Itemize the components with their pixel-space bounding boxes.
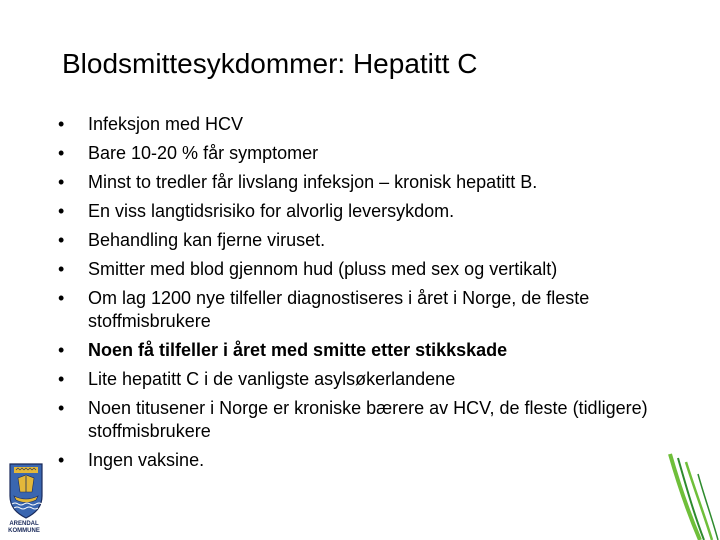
bullet-item	[58, 229, 678, 252]
logo-line-kommune: KOMMUNE	[8, 528, 40, 534]
bullet-symbol: •	[58, 398, 65, 418]
bullet-symbol: •	[58, 259, 65, 279]
bullet-text: Smitter med blod gjennom hud (pluss med sex og vertikalt)	[88, 259, 558, 279]
bullet-text: Ingen vaksine.	[88, 450, 205, 470]
bullet-item	[58, 397, 678, 443]
slide-title: Blodsmittesykdommer: Hepatitt C	[62, 48, 478, 79]
bullet-symbol: •	[58, 114, 65, 134]
bullet-symbol: •	[58, 369, 65, 389]
bullet-item	[58, 171, 678, 194]
bullet-item	[58, 113, 678, 136]
bullet-text: Infeksjon med HCV	[88, 114, 244, 134]
bullet-symbol: •	[58, 172, 65, 192]
bullet-symbol: •	[58, 143, 65, 163]
bullet-item	[58, 142, 678, 165]
bullet-item	[58, 200, 678, 223]
bullet-symbol: •	[58, 340, 65, 360]
green-swoosh-icon	[664, 452, 720, 540]
bullet-text: Noen få tilfeller i året med smitte etter stikkskade	[88, 340, 508, 360]
bullet-item	[58, 287, 678, 333]
bullet-text: En viss langtidsrisiko for alvorlig leversykdom.	[88, 201, 455, 221]
bullet-text: Om lag 1200 nye tilfeller diagnostiseres i året i Norge, de fleste stoffmisbrukere	[88, 288, 590, 331]
bullet-symbol: •	[58, 201, 65, 221]
logo-line-arendal: ARENDAL	[9, 521, 39, 527]
bullet-text: Behandling kan fjerne viruset.	[88, 230, 326, 250]
bullet-symbol: •	[58, 450, 65, 470]
bullet-item	[58, 449, 678, 472]
bullet-text: Noen titusener i Norge er kroniske bærere av HCV, de fleste (tidligere) stoffmisbrukere	[88, 398, 648, 441]
bullet-symbol: •	[58, 230, 65, 250]
bullet-item	[58, 368, 678, 391]
bullet-text: Bare 10-20 % får symptomer	[88, 143, 319, 163]
bullet-text: Minst to tredler får livslang infeksjon – kronisk hepatitt B.	[88, 172, 538, 192]
bullet-item	[58, 339, 678, 362]
bullet-text: Lite hepatitt C i de vanligste asylsøkerlandene	[88, 369, 456, 389]
bullet-item	[58, 258, 678, 281]
bullet-symbol: •	[58, 288, 65, 308]
bullet-list	[58, 113, 678, 478]
